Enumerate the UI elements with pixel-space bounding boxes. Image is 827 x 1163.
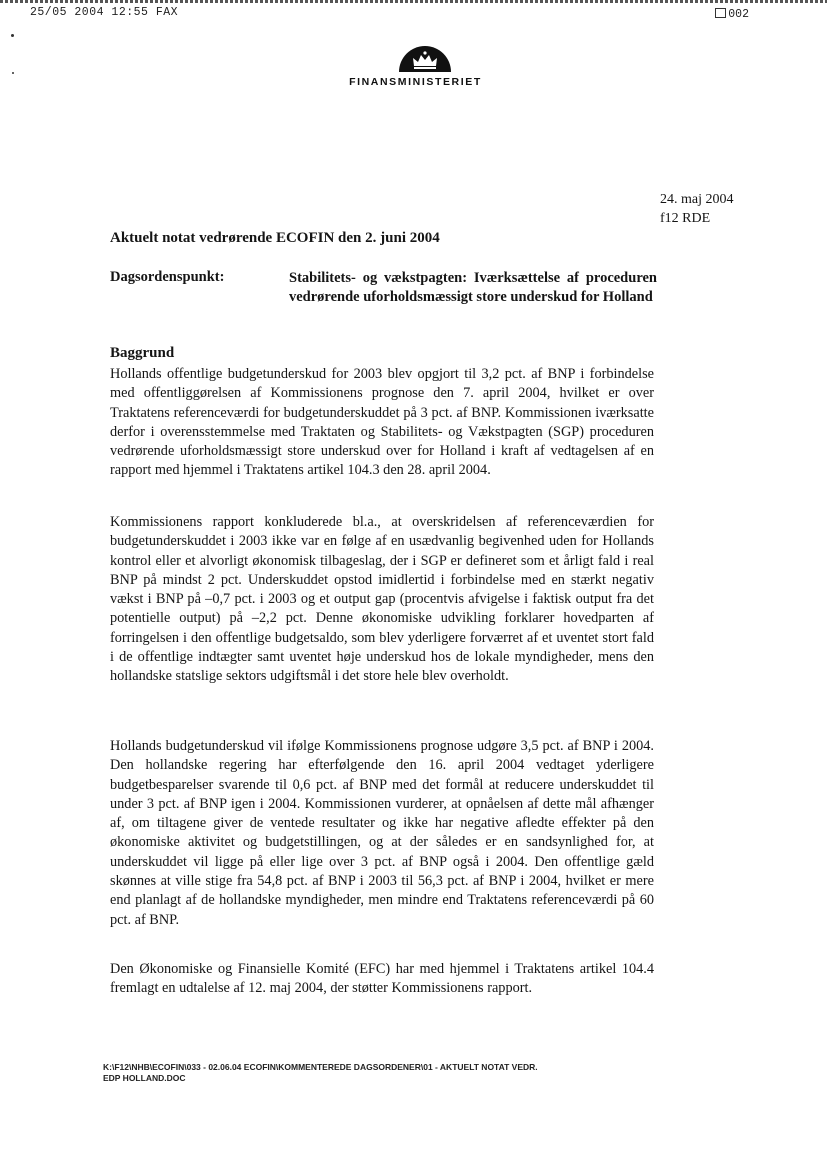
body-paragraph: Hollands offentlige budgetunderskud for 2003 blev opgjort til 3,2 pct. af BNP i forbindelse med offentliggørelsen af Kommissionens prognose den 7. april 2004, hvilket er over Traktatens referenceværdi for budgetunderskuddet på 3 pct. af BNP. Kommissionen iværksatte derfor i overensstemmelse med Traktaten og Stabilitets- og Vækstpagten (SGP) proceduren vedrørende uforholdsmæssigt store underskud over for Holland i kraft af vedtagelsen af en rapport med hjemmel i Traktatens artikel 104.3 den 28. april 2004. — [110, 366, 654, 479]
date-reference-block — [660, 190, 734, 228]
section-heading: Baggrund — [110, 345, 175, 361]
scan-speck — [11, 34, 14, 37]
fax-page-label: 002 — [728, 8, 749, 21]
footer-path-line: K:\F12\NHB\ECOFIN\033 - 02.06.04 ECOFIN\KOMMENTEREDE DAGSORDENER\01 - AKTUELT NOTAT VEDR. — [103, 1062, 538, 1072]
fax-timestamp: 25/05 2004 12:55 FAX — [30, 6, 179, 19]
footer-filename-line: EDP HOLLAND.DOC — [103, 1073, 186, 1083]
document-reference: f12 RDE — [660, 211, 711, 226]
file-path-footer — [103, 1062, 538, 1084]
body-paragraph: Hollands budgetunderskud vil ifølge Kommissionens prognose udgøre 3,5 pct. af BNP i 2004. Den hollandske regering har efterfølgende den 16. april 2004 vedtaget yderligere budgetbesparelser svarende til 0,6 pct. af BNP med det formål at reducere underskuddet til under 3 pct. af BNP igen i 2004. Kommissionen vurderer, at opnåelsen af dette mål afhænger af, om tiltagene giver de ventede resultater og ikke har negative afledte effekter på den økonomiske aktivitet og budgetstillingen, og at der således er en sandsynlighed for, at underskuddet vil ligge på eller lige over 3 pct. af BNP også i 2004. Den offentlige gæld skønnes at ville stige fra 54,8 pct. af BNP i 2003 til 56,3 pct. af BNP i 2004, hvilket er mere end planlagt af de hollandske myndigheder, men mindre end Traktatens referenceværdi på 60 pct. af BNP. — [110, 738, 654, 928]
page-icon — [715, 8, 726, 18]
body-paragraph: Den Økonomiske og Finansielle Komité (EFC) har med hjemmel i Traktatens artikel 104.4 fremlagt en udtalelse af 12. maj 2004, der støtter Kommissionens rapport. — [110, 961, 654, 997]
body-paragraph: Kommissionens rapport konkluderede bl.a., at overskridelsen af referenceværdien for budgetunderskuddet i 2003 ikke var en følge af en usædvanlig begivenhed uden for Hollands kontrol eller et alvorligt økonomisk tilbageslag, der i SGP er defineret som et årligt fald i real BNP på mindst 2 pct. Underskuddet opstod imidlertid i forbindelse med en stærkt negativ vækst i BNP på –0,7 pct. i 2003 og et output gap (procentvis afvigelse i faktisk output fra det potentielle output) på –2,2 pct. Denne økonomiske udvikling forklarer hovedparten af forringelsen i den offentlige budgetsaldo, som blev yderligere forværret af et uventet stort fald i de offentlige indtægter samt uventet høje underskud hos de lokale myndigheder, mens den hollandske statslige sektors udgiftsmål i det store hele blev overholdt. — [110, 514, 654, 685]
scan-speck — [12, 72, 14, 74]
agenda-text: Stabilitets- og vækstpagten: Iværksættelse af proceduren vedrørende uforholdsmæssigt store underskud for Holland — [289, 270, 657, 305]
fax-page-number — [715, 8, 749, 21]
agenda-label: Dagsordenspunkt: — [110, 269, 225, 285]
fax-transmission-line — [0, 0, 827, 3]
crown-logo-icon — [397, 44, 453, 72]
note-title: Aktuelt notat vedrørende ECOFIN den 2. juni 2004 — [110, 230, 440, 246]
document-date: 24. maj 2004 — [660, 192, 734, 207]
ministry-name: FINANSMINISTERIET — [349, 76, 482, 88]
